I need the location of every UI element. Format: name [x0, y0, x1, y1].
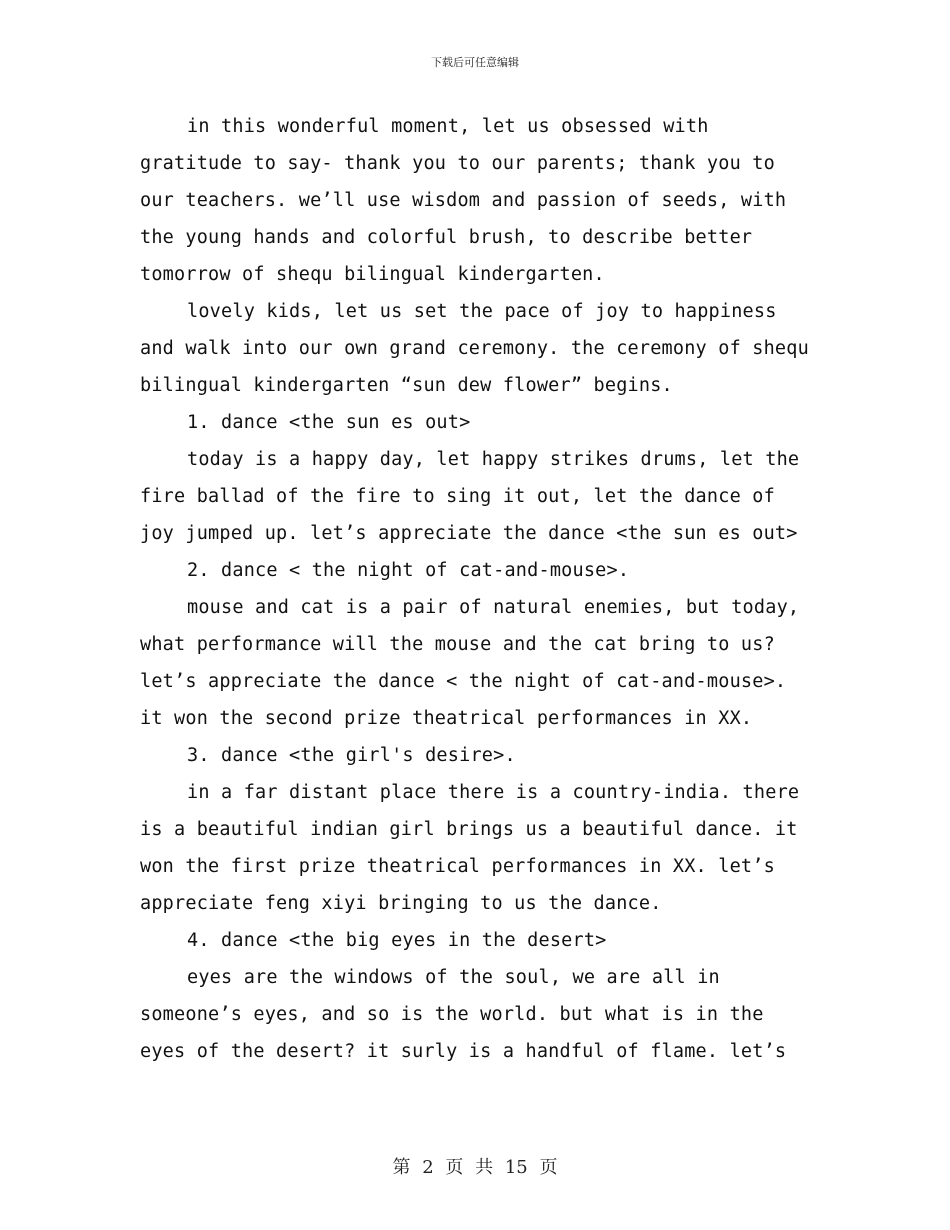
- document-body: [140, 108, 820, 1070]
- paragraph: today is a happy day, let happy strikes drums, let the fire ballad of the fire to sing it out, let the dance of joy jumped up. let’s appreciate the dance <the sun es out>: [140, 449, 800, 544]
- paragraph: eyes are the windows of the soul, we are all in someone’s eyes, and so is the world. but what is in the eyes of the desert? it surly is a handful of flame. let’s: [140, 967, 787, 1062]
- paragraph: in this wonderful moment, let us obsessed with gratitude to say- thank you to our parents; thank you to our teachers. we’ll use wisdom and passion of seeds, with the young hands and colorful brush, to describe better tomorrow of shequ bilingual kindergarten.: [140, 116, 787, 285]
- paragraph: mouse and cat is a pair of natural enemies, but today, what performance will the mouse and the cat bring to us? let’s appreciate the dance < the night of cat-and-mouse>. it won the second prize theatrical performances in XX.: [140, 597, 800, 729]
- list-item: 4. dance <the big eyes in the desert>: [187, 930, 607, 951]
- paragraph: in a far distant place there is a country-india. there is a beautiful indian girl brings us a beautiful dance. it won the first prize theatrical performances in XX. let’s appreciate feng xiyi bringing to us the dance.: [140, 782, 800, 914]
- list-item: 1. dance <the sun es out>: [187, 412, 471, 433]
- page-number: 第 2 页 共 15 页: [392, 1157, 558, 1178]
- header-note: 下载后可任意编辑: [431, 56, 519, 69]
- paragraph: lovely kids, let us set the pace of joy to happiness and walk into our own grand ceremony. the ceremony of shequ bilingual kindergarten “sun dew flower” begins.: [140, 301, 809, 396]
- list-item: 3. dance <the girl's desire>.: [187, 745, 516, 766]
- list-item: 2. dance < the night of cat-and-mouse>.: [187, 560, 630, 581]
